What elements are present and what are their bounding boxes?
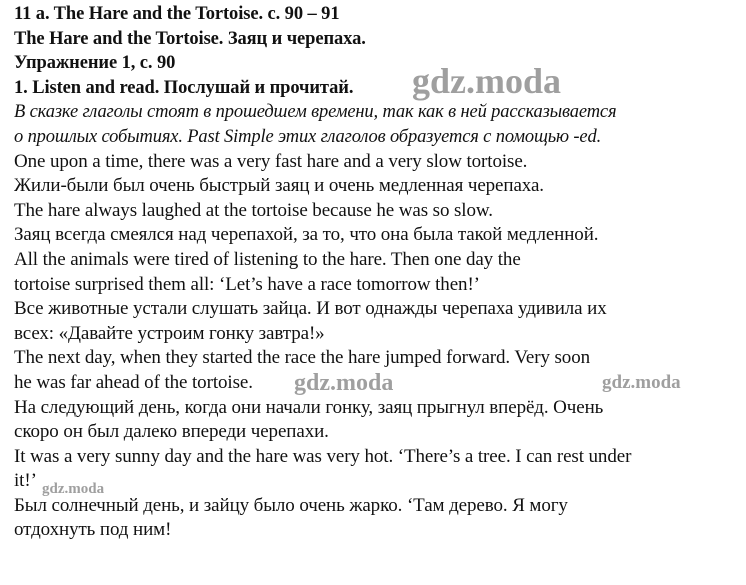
doc-line: One upon a time, there was a very fast hare and a very slow tortoise. bbox=[14, 150, 528, 172]
doc-line: Был солнечный день, и зайцу было очень жарко. ‘Там дерево. Я могу bbox=[14, 494, 568, 516]
doc-line: На следующий день, когда они начали гонку, заяц прыгнул вперёд. Очень bbox=[14, 396, 604, 418]
doc-line-task: 1. Listen and read. Послушай и прочитай. bbox=[14, 77, 354, 98]
doc-line: Все животные устали слушать зайца. И вот однажды черепаха удивила их bbox=[14, 298, 607, 320]
doc-line: All the animals were tired of listening to the hare. Then one day the bbox=[14, 248, 521, 270]
watermark-logo: gdz.moda bbox=[412, 61, 562, 101]
doc-line-note-2: о прошлых событиях. Past Simple этих глаголов образуется с помощью -ed. bbox=[14, 126, 602, 147]
doc-line: It was a very sunny day and the hare was very hot. ‘There’s a tree. I can rest under bbox=[14, 445, 632, 467]
doc-line: Заяц всегда смеялся над черепахой, за то, что она была такой медленной. bbox=[14, 224, 599, 246]
doc-line: tortoise surprised them all: ‘Let’s have a race tomorrow then!’ bbox=[14, 273, 480, 295]
doc-line: скоро он был далеко впереди черепахи. bbox=[14, 421, 329, 443]
doc-line-subtitle: The Hare and the Tortoise. Заяц и черепаха. bbox=[14, 28, 366, 49]
doc-line: Жили-были был очень быстрый заяц и очень медленная черепаха. bbox=[14, 175, 544, 197]
doc-line-title: 11 a. The Hare and the Tortoise. с. 90 – 91 bbox=[14, 4, 340, 24]
doc-line: The hare always laughed at the tortoise because he was so slow. bbox=[14, 199, 493, 221]
doc-line: отдохнуть под ним! bbox=[14, 519, 172, 541]
doc-line: всех: «Давайте устроим гонку завтра!» bbox=[14, 322, 325, 344]
doc-line: he was far ahead of the tortoise. bbox=[14, 371, 253, 393]
doc-line-note-1: В сказке глаголы стоят в прошедшем времени, так как в ней рассказывается bbox=[14, 102, 617, 123]
watermark-logo: gdz.moda bbox=[602, 372, 681, 393]
watermark-logo: gdz.moda bbox=[42, 481, 105, 497]
doc-line-exercise: Упражнение 1, с. 90 bbox=[14, 53, 176, 74]
doc-line: it!’ bbox=[14, 470, 37, 492]
watermark-logo: gdz.moda bbox=[294, 370, 394, 396]
document-body bbox=[14, 2, 740, 543]
doc-line: The next day, when they started the race the hare jumped forward. Very soon bbox=[14, 347, 591, 369]
